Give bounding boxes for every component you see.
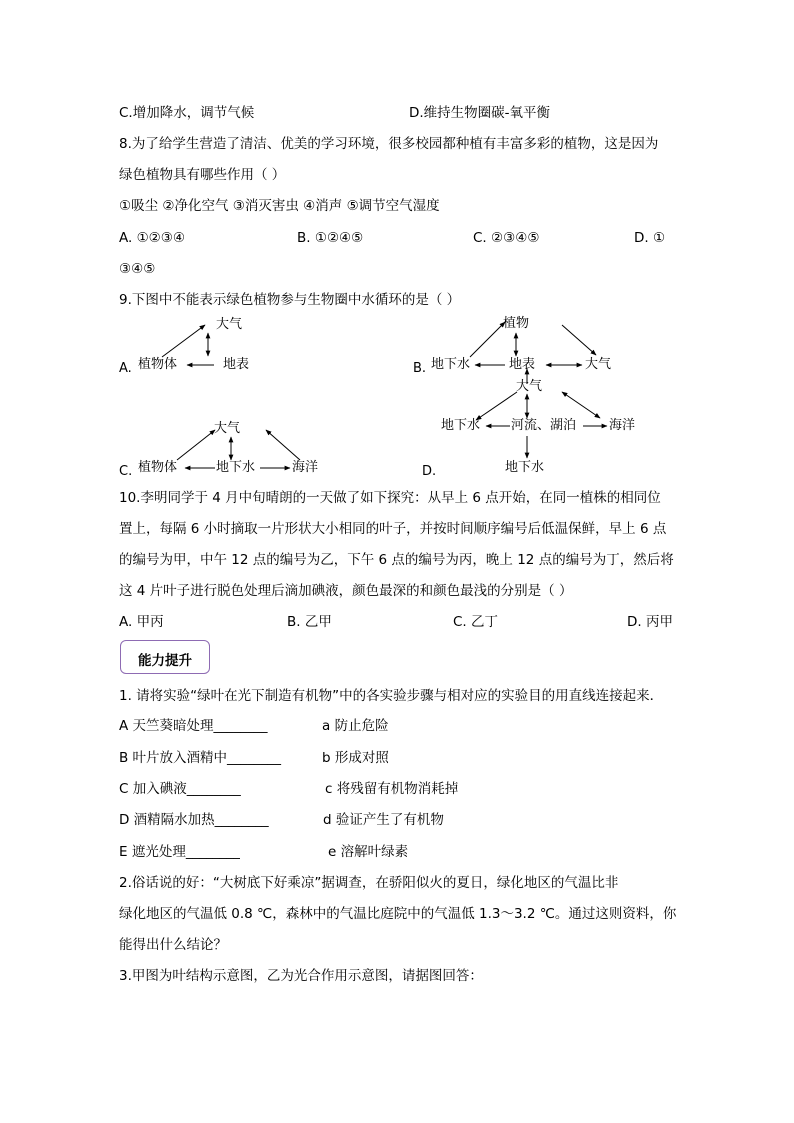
p1-step-c: C 加入碘液________: [119, 781, 241, 797]
q9-diagram-b-label: B.: [413, 361, 427, 376]
q8-option-b: B. ①②④⑤: [297, 230, 364, 246]
q9-diagram-c-groundwater: 地下水: [216, 460, 256, 475]
q8-stem-line2: 绿色植物具有哪些作用（ ）: [119, 167, 286, 183]
p1-purpose-c: c 将残留有机物消耗掉: [325, 781, 459, 797]
p1-purpose-d: d 验证产生了有机物: [323, 812, 444, 828]
q9-diagram-a-air: 大气: [216, 317, 243, 332]
q9-diagram-c-plant: 植物体: [138, 460, 178, 475]
a-arrow-plant-to-air: [162, 325, 205, 357]
q10-line2: 置上，每隔 6 小时摘取一片形状大小相同的叶子，并按时间顺序编号后低温保鲜，早上 6 点: [119, 521, 667, 537]
q8-option-c: C. ②③④⑤: [473, 230, 540, 246]
q9-diagram-b-air: 大气: [585, 357, 612, 372]
q7-option-d: D.维持生物圈碳-氧平衡: [409, 105, 551, 121]
q8-items: ①吸尘 ②净化空气 ③消灭害虫 ④消声 ⑤调节空气湿度: [119, 198, 440, 214]
q9-diagram-a-surface: 地表: [223, 357, 250, 372]
p2-line3: 能得出什么结论？: [119, 937, 227, 953]
q10-option-b: B. 乙甲: [287, 614, 332, 630]
p1-step-a: A 天竺葵暗处理________: [119, 718, 268, 734]
q9-stem: 9.下图中不能表示绿色植物参与生物圈中水循环的是（ ）: [119, 292, 461, 308]
q10-line4: 这 4 片叶子进行脱色处理后滴加碘液，颜色最深的和颜色最浅的分别是（ ）: [119, 583, 573, 599]
d-arrow-air-to-groundwater: [476, 392, 517, 420]
q9-diagram-b-groundwater: 地下水: [431, 357, 471, 372]
c-arrow-air-ocean: [266, 430, 300, 460]
q9-diagram-a-plant: 植物体: [138, 357, 178, 372]
section-badge: [120, 640, 210, 674]
p1-purpose-e: e 溶解叶绿素: [328, 844, 409, 860]
section-badge-label: 能力提升: [138, 653, 192, 669]
p1-step-e: E 遮光处理________: [119, 844, 240, 860]
q10-line3: 的编号为甲，中午 12 点的编号为乙，下午 6 点的编号为丙，晚上 12 点的编号为丁，然后将: [119, 552, 674, 568]
q8-option-a: A. ①②③④: [119, 230, 185, 246]
p1-purpose-b: b 形成对照: [322, 750, 389, 766]
q10-option-d: D. 丙甲: [627, 614, 673, 630]
p1-step-d: D 酒精隔水加热________: [119, 812, 269, 828]
q10-line1: 10.李明同学于 4 月中旬晴朗的一天做了如下探究：从早上 6 点开始，在同一植株的相同位: [119, 490, 661, 506]
q9-diagram-c-air: 大气: [214, 421, 241, 436]
q8-option-d: D. ①: [634, 230, 666, 246]
q10-option-a: A. 甲丙: [119, 614, 164, 630]
q9-diagram-c-label: C.: [119, 464, 133, 479]
q9-diagram-c-ocean: 海洋: [292, 460, 319, 475]
b-arrow-groundwater-to-plant: [470, 322, 505, 357]
q9-diagram-d-river-lake: 河流、湖泊: [511, 418, 577, 433]
q9-diagram-d-label: D.: [422, 464, 437, 479]
b-arrow-plant-to-air: [562, 325, 596, 355]
p3-stem: 3.甲图为叶结构示意图，乙为光合作用示意图，请据图回答：: [119, 968, 483, 984]
q9-diagram-a-label: A.: [119, 361, 132, 376]
q9-diagram-b-surface: 地表: [509, 357, 536, 372]
q8-option-d-continued: ③④⑤: [119, 261, 156, 277]
q7-option-c: C.增加降水，调节气候: [119, 105, 255, 121]
q9-diagram-b-plant: 植物: [503, 316, 530, 331]
q10-option-c: C. 乙丁: [453, 614, 499, 630]
q9-diagram-d-groundwater-left: 地下水: [441, 418, 481, 433]
c-arrow-plant-to-air: [177, 430, 215, 460]
p2-line2: 绿化地区的气温低 0.8 ℃，森林中的气温比庭院中的气温低 1.3～3.2 ℃。通过这则资料，你: [119, 906, 677, 922]
q9-diagram-d-ocean: 海洋: [609, 418, 636, 433]
q8-stem-line1: 8.为了给学生营造了清洁、优美的学习环境，很多校园都种植有丰富多彩的植物，这是因为: [119, 136, 659, 152]
p1-step-b: B 叶片放入酒精中________: [119, 750, 282, 766]
p1-stem: 1. 请将实验“绿叶在光下制造有机物”中的各实验步骤与相对应的实验目的用直线连接起来．: [119, 688, 664, 704]
d-arrow-air-ocean: [562, 392, 600, 418]
q9-diagram-d-groundwater-bottom: 地下水: [505, 460, 545, 475]
p1-purpose-a: a 防止危险: [322, 718, 389, 734]
p2-line1: 2.俗话说的好：“大树底下好乘凉”据调查，在骄阳似火的夏日，绿化地区的气温比非: [119, 875, 619, 891]
q9-diagram-d-air: 大气: [516, 379, 543, 394]
